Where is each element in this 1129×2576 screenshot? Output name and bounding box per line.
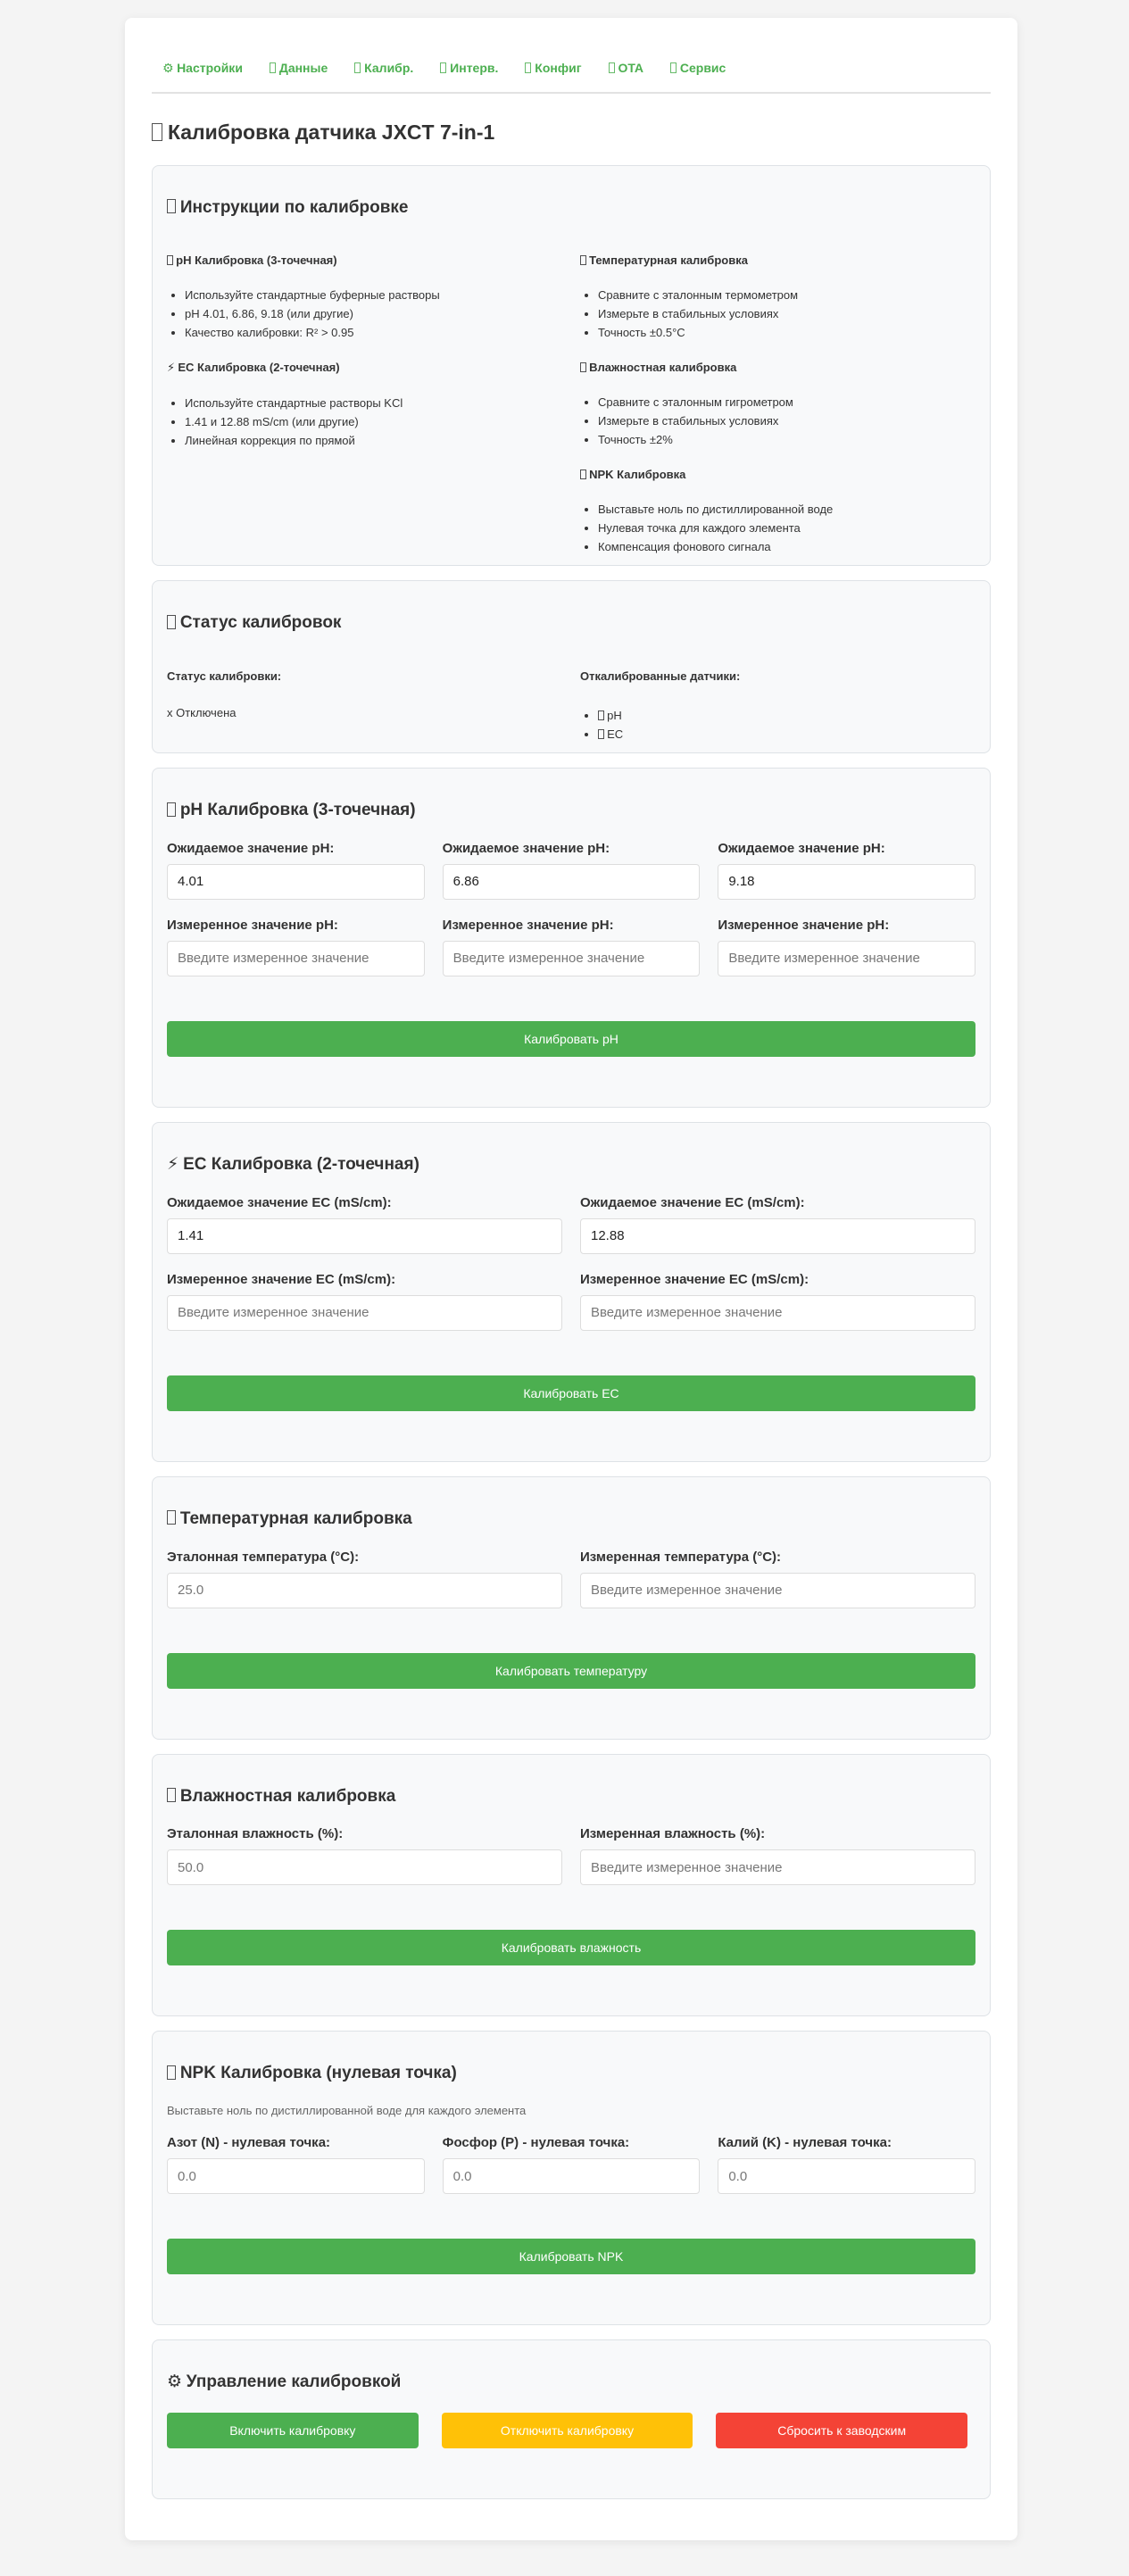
page-title — [152, 120, 991, 145]
ec-button-wrap — [167, 1349, 975, 1447]
instruction-heading-text: pH Калибровка (3-точечная) — [176, 253, 337, 268]
ec-section-title — [167, 1155, 975, 1176]
disable-calibration-button[interactable]: Отключить калибровку — [442, 2413, 693, 2448]
ec-measured-field-1 — [167, 1272, 562, 1331]
ec-calibration-section — [152, 1122, 991, 1462]
temperature-reference-input[interactable] — [167, 1573, 562, 1608]
instruction-list-npk — [580, 500, 975, 556]
calibrate-temperature-button[interactable]: Калибровать температуру — [167, 1653, 975, 1689]
temperature-calibration-section — [152, 1476, 991, 1740]
status-value: x Отключена — [167, 706, 237, 720]
config-icon — [525, 62, 531, 73]
status-title — [167, 613, 975, 634]
ec-title-text: EC Калибровка (2-точечная) — [183, 1154, 419, 1174]
ph-measured-row — [167, 918, 975, 984]
ec-expected-field-2 — [580, 1195, 975, 1254]
test-tube-icon — [167, 802, 176, 817]
nav-item-service[interactable] — [670, 61, 726, 76]
calibration-control-section — [152, 2339, 991, 2499]
temperature-measured-input[interactable] — [580, 1573, 975, 1608]
npk-phosphorus-field — [443, 2135, 701, 2194]
instruction-list-ec — [167, 394, 562, 450]
list-item: • Измерьте в стабильных условиях — [598, 304, 975, 323]
test-tube-icon — [167, 255, 173, 265]
instructions-right-column — [580, 253, 975, 565]
ph-measured-label: Измеренное значение pH: — [442, 917, 614, 933]
ph-section-title — [167, 801, 975, 821]
npk-section-title — [167, 2064, 975, 2084]
sensor-icon — [152, 123, 162, 141]
nav-item-label: Интерв. — [450, 61, 499, 75]
instruction-heading-npk — [580, 468, 975, 481]
calibrated-sensors-label: Откалиброванные датчики: — [580, 669, 741, 684]
npk-row — [167, 2135, 975, 2201]
check-icon — [598, 729, 604, 739]
control-title-text: Управление калибровкой — [186, 2372, 402, 2392]
status-right-column — [580, 669, 975, 744]
plant-icon — [167, 2065, 176, 2080]
list-item: • Точность ±2% — [598, 430, 975, 449]
thermometer-icon — [580, 255, 586, 265]
ph-measured-label: Измеренное значение pH: — [167, 917, 338, 933]
list-item: • pH 4.01, 6.86, 9.18 (или другие) — [185, 304, 562, 323]
temperature-row — [167, 1550, 975, 1616]
instructions-title-text: Инструкции по калибровке — [179, 197, 409, 217]
ph-expected-input-2[interactable] — [443, 864, 701, 900]
humidity-section-title — [167, 1787, 975, 1807]
humidity-reference-input[interactable] — [167, 1849, 562, 1885]
instructions-grid — [167, 237, 975, 565]
ph-expected-input-3[interactable] — [718, 864, 975, 900]
npk-title-text: NPK Калибровка (нулевая точка) — [179, 2064, 457, 2083]
calibrated-sensor-item — [598, 725, 975, 744]
nav-item-data[interactable] — [270, 61, 328, 76]
npk-phosphorus-label: Фосфор (P) - нулевая точка: — [442, 2135, 630, 2151]
ec-expected-label: Ожидаемое значение EC (mS/cm): — [580, 1194, 805, 1210]
list-item: • Используйте стандартные растворы KCl — [185, 394, 562, 412]
list-item: • Компенсация фонового сигнала — [598, 537, 975, 556]
nav-item-config[interactable] — [525, 61, 581, 76]
ph-measured-field-2 — [443, 918, 701, 976]
npk-nitrogen-field — [167, 2135, 425, 2194]
ph-expected-label: Ожидаемое значение pH: — [167, 840, 335, 856]
temperature-measured-field — [580, 1550, 975, 1608]
npk-nitrogen-label: Азот (N) - нулевая точка: — [167, 2135, 331, 2151]
ec-expected-label: Ожидаемое значение EC (mS/cm): — [167, 1194, 392, 1210]
instruction-heading-ec — [167, 361, 562, 375]
calibrated-sensor-name: EC — [607, 727, 624, 742]
npk-calibration-section — [152, 2031, 991, 2325]
humidity-reference-label: Эталонная влажность (%): — [167, 1826, 344, 1842]
ec-expected-input-1[interactable] — [167, 1218, 562, 1254]
instruction-heading-ph — [167, 253, 562, 267]
humidity-measured-field — [580, 1826, 975, 1885]
nav-item-label: OTA — [618, 61, 643, 75]
ph-expected-field-1 — [167, 841, 425, 900]
nav-item-label: Калибр. — [364, 61, 414, 75]
humidity-measured-input[interactable] — [580, 1849, 975, 1885]
book-icon — [167, 199, 176, 213]
thermometer-icon — [167, 1510, 176, 1525]
temperature-reference-field — [167, 1550, 562, 1608]
ph-button-wrap — [167, 994, 975, 1093]
page-title-text: Калибровка датчика JXCT 7-in-1 — [167, 120, 495, 144]
ph-expected-row — [167, 841, 975, 907]
nav-item-calibration[interactable] — [354, 61, 413, 76]
list-item: • Измерьте в стабильных условиях — [598, 411, 975, 430]
nav-item-ota[interactable] — [609, 61, 643, 76]
check-icon — [598, 710, 604, 720]
npk-nitrogen-input[interactable] — [167, 2158, 425, 2194]
ph-measured-field-1 — [167, 918, 425, 976]
ec-expected-row — [167, 1195, 975, 1261]
instruction-heading-text: NPK Калибровка — [589, 468, 686, 482]
ph-expected-field-2 — [443, 841, 701, 900]
instruction-heading-text: Температурная калибровка — [589, 253, 748, 268]
ec-expected-field-1 — [167, 1195, 562, 1254]
instructions-left-column — [167, 253, 562, 565]
main-container — [125, 18, 1017, 2540]
ec-measured-label: Измеренное значение EC (mS/cm): — [580, 1271, 809, 1287]
list-item: • Сравните с эталонным термометром — [598, 286, 975, 304]
reset-factory-button[interactable]: Сбросить к заводским — [716, 2413, 967, 2448]
humidity-row — [167, 1826, 975, 1892]
list-item: • Используйте стандартные буферные растворы — [185, 286, 562, 304]
ec-expected-input-2[interactable] — [580, 1218, 975, 1254]
npk-hint: Выставьте ноль по дистиллированной воде для каждого элемента — [167, 2104, 527, 2118]
ph-expected-label: Ожидаемое значение pH: — [442, 840, 610, 856]
status-section — [152, 580, 991, 753]
ec-measured-field-2 — [580, 1272, 975, 1331]
humidity-calibration-section — [152, 1754, 991, 2017]
npk-potassium-field — [718, 2135, 975, 2194]
ec-measured-input-1[interactable] — [167, 1295, 562, 1331]
calibrated-sensors-list — [580, 706, 975, 744]
calibrate-humidity-button[interactable]: Калибровать влажность — [167, 1930, 975, 1965]
control-section-title — [167, 2372, 975, 2393]
list-item: • Выставьте ноль по дистиллированной воде — [598, 500, 975, 519]
top-nav — [152, 45, 991, 94]
chart-icon — [167, 615, 176, 629]
npk-potassium-input[interactable] — [718, 2158, 975, 2194]
control-buttons-row — [167, 2413, 975, 2448]
instruction-heading-text: EC Калибровка (2-точечная) — [178, 361, 340, 375]
ec-measured-label: Измеренное значение EC (mS/cm): — [167, 1271, 396, 1287]
list-item: • Сравните с эталонным гигрометром — [598, 393, 975, 411]
data-icon — [270, 62, 276, 73]
ota-icon — [609, 62, 615, 73]
ph-measured-input-1[interactable] — [167, 941, 425, 976]
temperature-button-wrap — [167, 1626, 975, 1724]
list-item: • Качество калибровки: R² > 0.95 — [185, 323, 562, 342]
ph-calibration-section — [152, 768, 991, 1108]
list-item: • Нулевая точка для каждого элемента — [598, 519, 975, 537]
temperature-reference-label: Эталонная температура (°C): — [167, 1549, 360, 1565]
lightning-icon: ⚡ — [167, 361, 176, 375]
humidity-button-wrap — [167, 1903, 975, 2001]
status-title-text: Статус калибровок — [179, 613, 342, 633]
instructions-title — [167, 198, 975, 219]
droplet-icon — [167, 1788, 176, 1802]
npk-phosphorus-input[interactable] — [443, 2158, 701, 2194]
ph-measured-input-3[interactable] — [718, 941, 975, 976]
list-item: • 1.41 и 12.88 mS/cm (или другие) — [185, 412, 562, 431]
instruction-list-humidity — [580, 393, 975, 449]
nav-item-label: Сервис — [679, 61, 726, 75]
instruction-heading-temperature — [580, 253, 975, 267]
gear-icon: ⚙ — [162, 61, 174, 75]
ph-expected-input-1[interactable] — [167, 864, 425, 900]
instruction-list-temperature — [580, 286, 975, 342]
calibrate-ph-button[interactable]: Калибровать pH — [167, 1021, 975, 1057]
status-left-column — [167, 669, 562, 744]
npk-button-wrap — [167, 2212, 975, 2310]
nav-item-label: Настройки — [177, 61, 243, 75]
calibration-icon — [354, 62, 361, 73]
humidity-title-text: Влажностная калибровка — [179, 1786, 396, 1806]
ph-measured-label: Измеренное значение pH: — [718, 917, 890, 933]
droplet-icon — [580, 362, 586, 372]
temperature-measured-label: Измеренная температура (°C): — [580, 1549, 782, 1565]
ph-measured-input-2[interactable] — [443, 941, 701, 976]
calibrate-ec-button[interactable]: Калибровать EC — [167, 1375, 975, 1411]
calibrated-sensor-item — [598, 706, 975, 725]
calibrated-sensor-name: pH — [607, 709, 622, 723]
instructions-section — [152, 165, 991, 567]
ec-measured-input-2[interactable] — [580, 1295, 975, 1331]
ph-title-text: pH Калибровка (3-точечная) — [179, 801, 416, 820]
gear-icon: ⚙ — [167, 2372, 183, 2392]
nav-item-settings[interactable] — [162, 61, 243, 76]
temperature-section-title — [167, 1509, 975, 1530]
instruction-heading-humidity — [580, 361, 975, 374]
intervals-icon — [440, 62, 446, 73]
nav-item-intervals[interactable] — [440, 61, 498, 76]
instruction-heading-text: Влажностная калибровка — [589, 361, 737, 375]
lightning-icon: ⚡ — [167, 1154, 179, 1174]
list-item: • Точность ±0.5°C — [598, 323, 975, 342]
status-grid — [167, 653, 975, 744]
service-icon — [670, 62, 677, 73]
calibrate-npk-button[interactable]: Калибровать NPK — [167, 2239, 975, 2274]
ph-expected-label: Ожидаемое значение pH: — [718, 840, 885, 856]
list-item: • Линейная коррекция по прямой — [185, 431, 562, 450]
nav-item-label: Конфиг — [535, 61, 582, 75]
plant-icon — [580, 469, 586, 479]
ph-expected-field-3 — [718, 841, 975, 900]
nav-item-label: Данные — [278, 61, 328, 75]
enable-calibration-button[interactable]: Включить калибровку — [167, 2413, 419, 2448]
ec-measured-row — [167, 1272, 975, 1338]
humidity-reference-field — [167, 1826, 562, 1885]
ph-measured-field-3 — [718, 918, 975, 976]
humidity-measured-label: Измеренная влажность (%): — [580, 1826, 766, 1842]
npk-potassium-label: Калий (K) - нулевая точка: — [718, 2135, 892, 2151]
temperature-title-text: Температурная калибровка — [179, 1508, 412, 1528]
instruction-list-ph — [167, 286, 562, 342]
status-label: Статус калибровки: — [167, 669, 282, 684]
